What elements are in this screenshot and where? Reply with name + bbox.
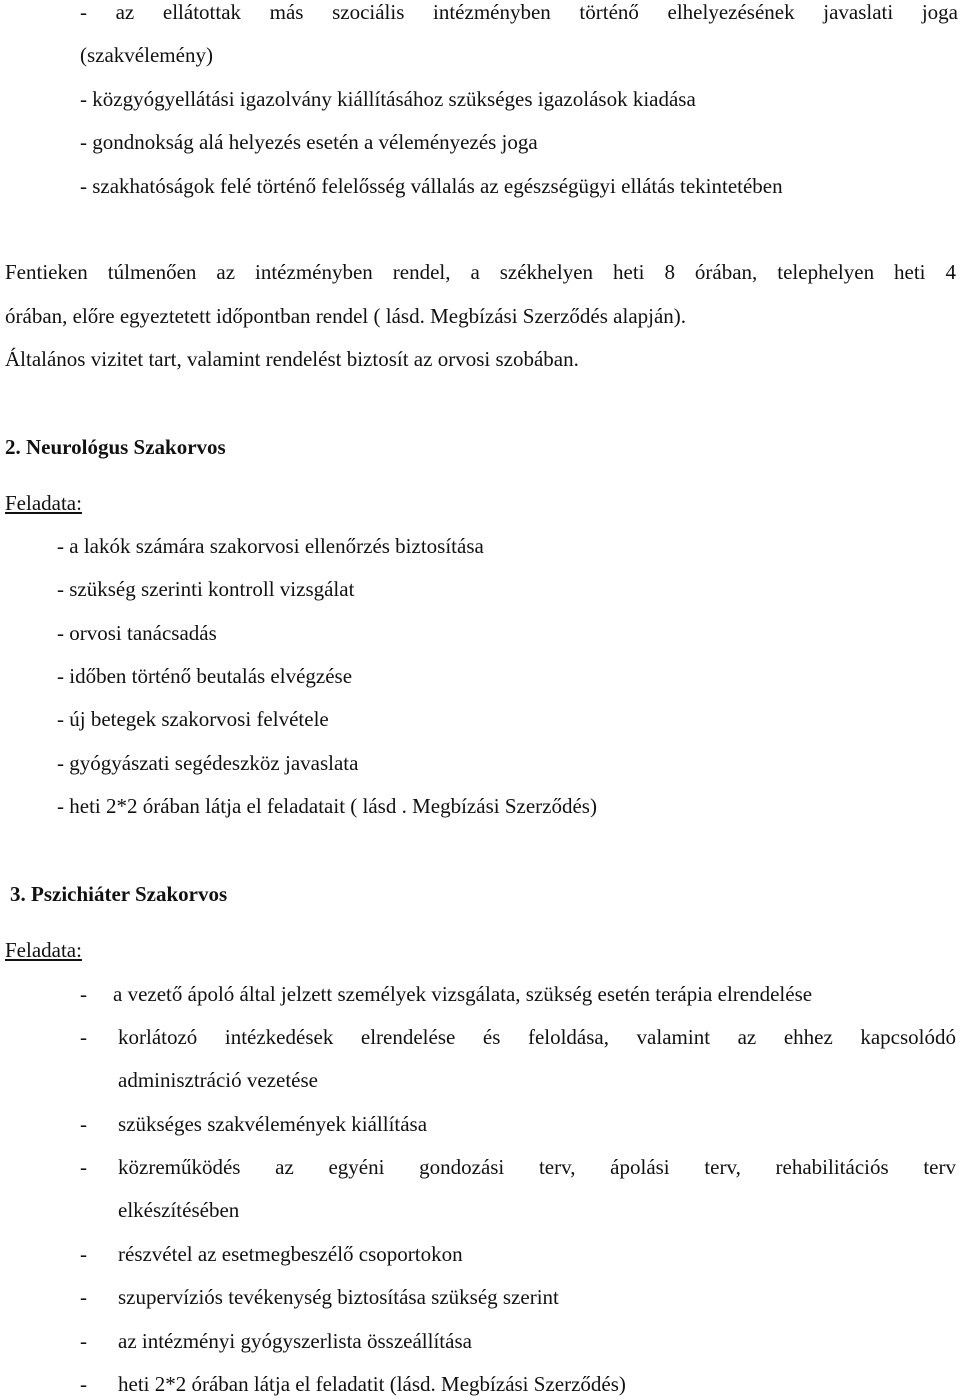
section-3-item: szupervíziós tevékenység biztosítása szükség szerint <box>118 1285 559 1309</box>
section-2-item: - a lakók számára szakorvosi ellenőrzés biztosítása <box>57 534 484 558</box>
section-2-item: - orvosi tanácsadás <box>57 621 217 645</box>
intro-line-2: (szakvélemény) <box>80 43 213 67</box>
section-2-heading: 2. Neurológus Szakorvos <box>5 435 226 459</box>
section-2-item: - időben történő beutalás elvégzése <box>57 664 353 688</box>
section-3-dash: - <box>80 1242 87 1266</box>
intro-line-3: - közgyógyellátási igazolvány kiállításához szükséges igazolások kiadása <box>80 87 696 111</box>
section-3-dash: - <box>80 1112 87 1136</box>
section-3-item: korlátozó intézkedések elrendelése és feloldása, valamint az ehhez kapcsolódó <box>118 1025 956 1049</box>
section-3-dash: - <box>80 1285 87 1309</box>
paragraph-line-2: órában, előre egyeztetett időpontban rendel ( lásd. Megbízási Szerződés alapján). <box>5 304 687 328</box>
section-2-item: - szükség szerinti kontroll vizsgálat <box>57 577 355 601</box>
section-3-dash: - <box>80 1329 87 1353</box>
paragraph-line-1: Fentieken túlmenően az intézményben rendel, a székhelyen heti 8 órában, telephelyen heti 4 <box>5 260 956 284</box>
section-2-item: - heti 2*2 órában látja el feladatait ( lásd . Megbízási Szerződés) <box>57 794 597 818</box>
section-3-item: szükséges szakvélemények kiállítása <box>118 1112 428 1136</box>
section-3-item-continuation: elkészítésében <box>118 1198 240 1222</box>
section-3-heading: 3. Pszichiáter Szakorvos <box>10 882 228 906</box>
section-3-item: heti 2*2 órában látja el feladatit (lásd. Megbízási Szerződés) <box>118 1372 626 1396</box>
section-2-item: - gyógyászati segédeszköz javaslata <box>57 751 359 775</box>
section-3-dash: - <box>80 1155 87 1179</box>
section-3-item: a vezető ápoló által jelzett személyek vizsgálata, szükség esetén terápia elrendelése <box>113 982 813 1006</box>
intro-line-1: - az ellátottak más szociális intézményben történő elhelyezésének javaslati joga <box>80 0 958 24</box>
section-3-dash: - <box>80 1025 87 1049</box>
section-3-dash: - <box>80 1372 87 1396</box>
section-3-label: Feladata: <box>5 938 82 962</box>
intro-line-4: - gondnokság alá helyezés esetén a véleményezés joga <box>80 130 538 154</box>
section-3-item-continuation: adminisztráció vezetése <box>118 1068 318 1092</box>
section-2-label: Feladata: <box>5 491 82 515</box>
section-3-dash: - <box>80 982 87 1006</box>
section-3-item: közreműködés az egyéni gondozási terv, ápolási terv, rehabilitációs terv <box>118 1155 956 1179</box>
paragraph-line-3: Általános vizitet tart, valamint rendelést biztosít az orvosi szobában. <box>5 347 579 371</box>
section-3-item: az intézményi gyógyszerlista összeállítása <box>118 1329 472 1353</box>
intro-line-5: - szakhatóságok felé történő felelősség vállalás az egészségügyi ellátás tekintetében <box>80 174 783 198</box>
section-2-item: - új betegek szakorvosi felvétele <box>57 707 329 731</box>
section-3-item: részvétel az esetmegbeszélő csoportokon <box>118 1242 463 1266</box>
